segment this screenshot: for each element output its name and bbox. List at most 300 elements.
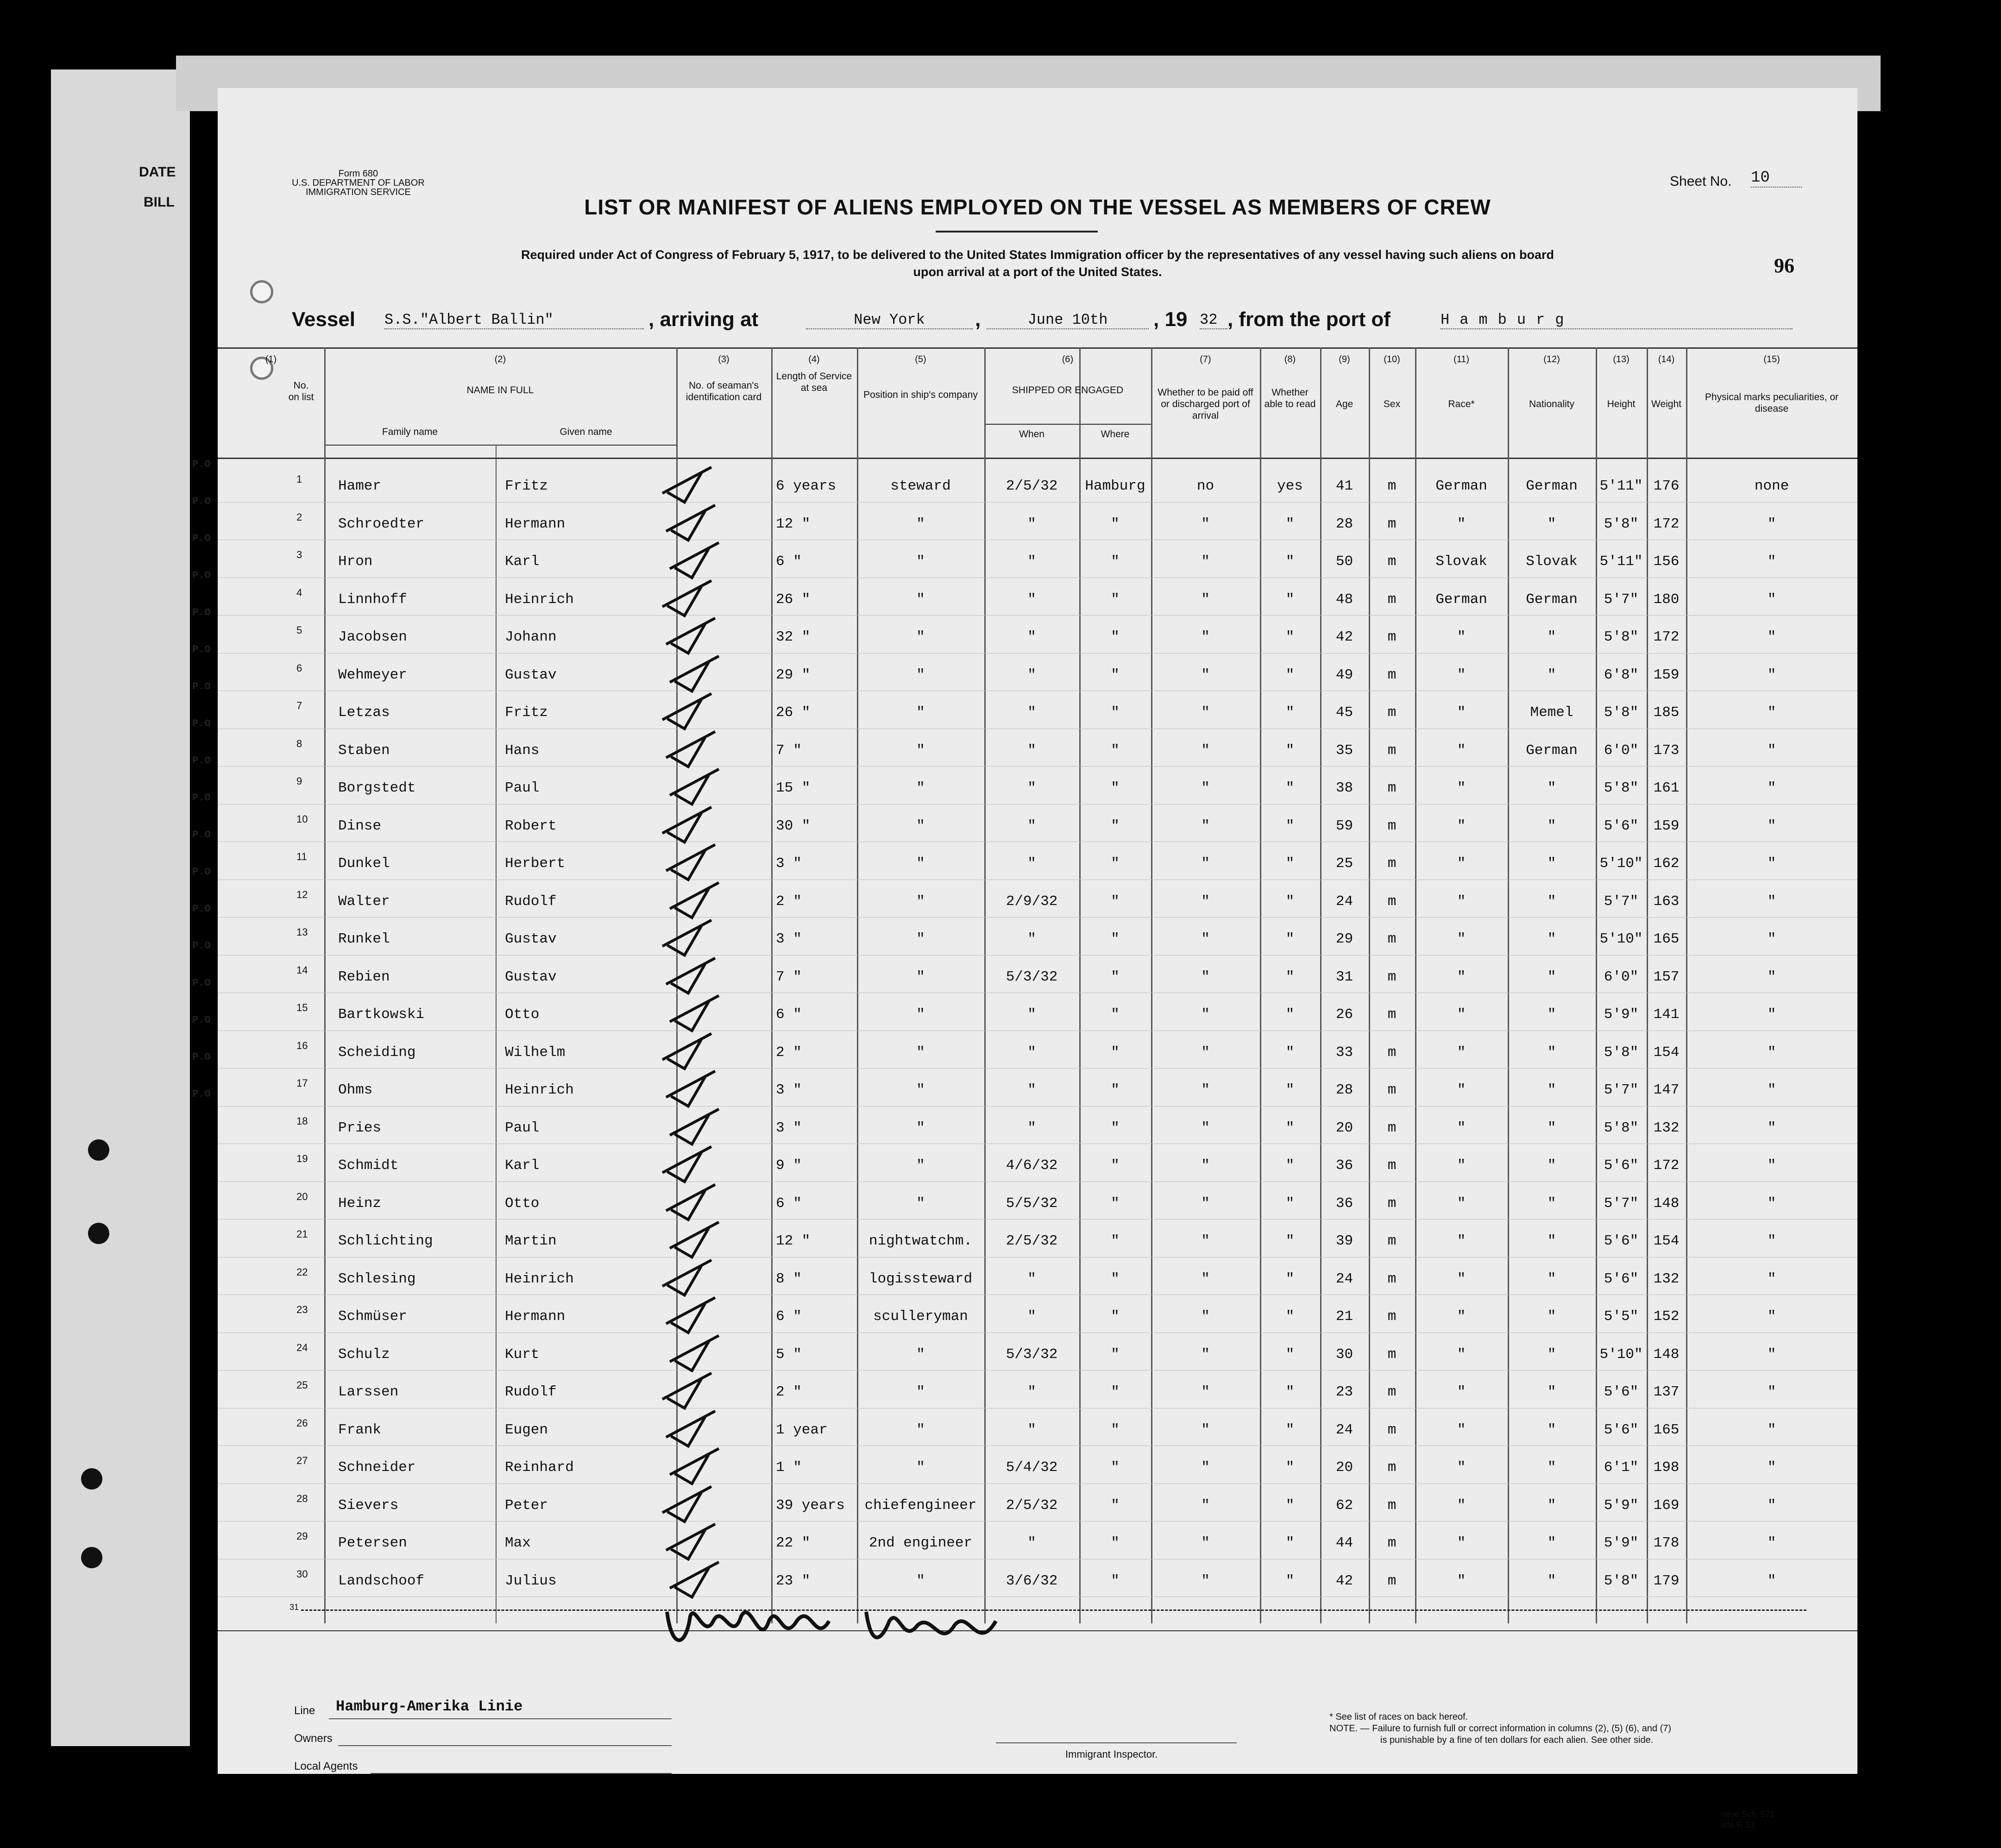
row-number: 9 <box>296 775 302 787</box>
cell-height: 5'6" <box>1604 817 1639 834</box>
cell-nationality: " <box>1547 1082 1556 1098</box>
cell-service: 5 " <box>776 1346 802 1363</box>
cell-family: Hamer <box>338 478 382 494</box>
cell-race: " <box>1457 817 1466 834</box>
comma: , <box>975 308 981 331</box>
cell-paid: " <box>1201 1006 1210 1023</box>
cell-marks: " <box>1767 1384 1776 1400</box>
cell-given: Fritz <box>505 704 548 721</box>
cell-service: 39 years <box>776 1497 845 1514</box>
cell-position: steward <box>890 478 951 494</box>
cell-service: 6 " <box>776 1006 802 1023</box>
cell-when: " <box>1027 1270 1036 1287</box>
cell-nationality: " <box>1547 1195 1556 1212</box>
cell-where: " <box>1111 931 1120 947</box>
row-number: 6 <box>296 662 302 674</box>
cell-weight: 178 <box>1653 1535 1680 1551</box>
cell-sex: m <box>1387 1384 1397 1400</box>
cell-marks: " <box>1767 1233 1776 1249</box>
row-number: 22 <box>296 1266 308 1278</box>
cell-when: " <box>1027 704 1036 721</box>
cell-nationality: " <box>1547 1535 1556 1551</box>
cell-age: 36 <box>1335 1195 1353 1212</box>
cell-where: " <box>1111 893 1120 910</box>
cell-paid: " <box>1201 1157 1210 1174</box>
side-stamp: P.O <box>192 1088 211 1100</box>
cell-marks: " <box>1767 1459 1776 1476</box>
cell-race: " <box>1457 1233 1466 1249</box>
row-number: 29 <box>296 1530 308 1542</box>
cell-paid: " <box>1201 666 1210 683</box>
cell-when: " <box>1027 1421 1036 1438</box>
cell-position: " <box>916 742 925 759</box>
column-c10-header: Sex <box>1383 399 1401 409</box>
cell-marks: " <box>1767 780 1776 796</box>
form-department: U.S. DEPARTMENT OF LABOR <box>292 178 425 188</box>
cell-height: 5'8" <box>1604 1119 1639 1136</box>
row-number: 24 <box>296 1341 308 1353</box>
cell-weight: 198 <box>1653 1459 1680 1476</box>
cell-given: Paul <box>505 780 540 796</box>
cell-service: 6 " <box>776 1195 802 1212</box>
cell-age: 50 <box>1335 553 1353 570</box>
cell-paid: " <box>1201 1459 1210 1476</box>
cell-service: 6 " <box>776 553 802 570</box>
column-c9-header: Age <box>1335 399 1353 409</box>
vessel-name-field <box>384 311 644 329</box>
cell-height: 5'8" <box>1604 1044 1639 1061</box>
cell-given: Hermann <box>505 1308 566 1325</box>
schedule-ref-new: neue Sch. 571 <box>1721 1810 1775 1819</box>
cell-age: 45 <box>1335 704 1353 721</box>
cell-position: " <box>916 1195 925 1212</box>
cell-weight: 132 <box>1653 1270 1680 1287</box>
cell-position: " <box>916 1459 925 1476</box>
cell-nationality: " <box>1547 817 1556 834</box>
cell-nationality: German <box>1526 591 1578 608</box>
cell-position: " <box>916 1572 925 1589</box>
cell-when: " <box>1027 1308 1036 1325</box>
cell-sex: m <box>1387 553 1397 570</box>
cell-service: 22 " <box>776 1535 811 1551</box>
shipped-subheader-rule <box>984 424 1151 425</box>
cell-read: " <box>1285 1535 1295 1551</box>
cell-sex: m <box>1387 1157 1397 1174</box>
cell-age: 25 <box>1335 855 1353 872</box>
cell-nationality: " <box>1547 893 1556 910</box>
cell-weight: 173 <box>1653 742 1680 759</box>
cell-height: 5'6" <box>1604 1233 1639 1249</box>
cell-height: 5'9" <box>1604 1535 1639 1551</box>
cell-read: " <box>1285 1384 1295 1400</box>
cell-given: Heinrich <box>505 1082 574 1098</box>
cell-family: Walter <box>338 893 390 910</box>
cell-age: 29 <box>1335 931 1353 947</box>
cell-service: 3 " <box>776 1119 802 1136</box>
cell-read: yes <box>1277 478 1303 494</box>
cell-given: Robert <box>505 817 557 834</box>
table-bottom-rule <box>218 1630 1857 1631</box>
cell-race: " <box>1457 742 1466 759</box>
cell-weight: 165 <box>1653 931 1680 947</box>
cell-given: Martin <box>505 1233 557 1249</box>
cell-age: 36 <box>1335 1157 1353 1174</box>
cell-height: 5'7" <box>1604 1082 1639 1098</box>
cell-family: Bartkowski <box>338 1006 425 1023</box>
cell-height: 5'5" <box>1604 1308 1639 1325</box>
cell-where: " <box>1111 704 1120 721</box>
cell-position: " <box>916 553 925 570</box>
cell-sex: m <box>1387 1535 1397 1551</box>
cell-weight: 137 <box>1653 1384 1680 1400</box>
cell-nationality: " <box>1547 780 1556 796</box>
cell-family: Staben <box>338 742 390 759</box>
column-c13-number: (13) <box>1613 354 1630 365</box>
cell-height: 6'1" <box>1604 1459 1639 1476</box>
row-number: 11 <box>296 851 307 862</box>
cell-weight: 154 <box>1653 1044 1680 1061</box>
cell-race: " <box>1457 515 1466 532</box>
closing-dashed-line <box>301 1609 1806 1611</box>
cell-race: " <box>1457 968 1466 985</box>
cell-read: " <box>1285 1270 1295 1287</box>
cell-weight: 179 <box>1653 1572 1680 1589</box>
cell-service: 15 " <box>776 780 811 796</box>
cell-weight: 172 <box>1653 629 1680 645</box>
cell-marks: " <box>1767 1195 1776 1212</box>
cell-marks: " <box>1767 855 1776 872</box>
cell-sex: m <box>1387 1006 1397 1023</box>
cell-height: 5'8" <box>1604 1572 1639 1589</box>
row-number: 14 <box>296 964 308 976</box>
row-number: 26 <box>296 1417 308 1429</box>
cell-sex: m <box>1387 478 1397 494</box>
cell-marks: " <box>1767 931 1776 947</box>
cell-nationality: " <box>1547 1157 1556 1174</box>
side-stamp: P.O <box>192 866 211 878</box>
cell-marks: " <box>1767 742 1776 759</box>
cell-nationality: " <box>1547 1572 1556 1589</box>
cell-read: " <box>1285 1233 1295 1249</box>
column-c5-header: Position in ship's company <box>863 390 978 400</box>
cell-race: " <box>1457 704 1466 721</box>
row-number: 20 <box>296 1190 308 1202</box>
cell-nationality: " <box>1547 515 1556 532</box>
column-c10-number: (10) <box>1384 354 1400 365</box>
cell-age: 20 <box>1335 1459 1353 1476</box>
cell-family: Letzas <box>338 704 390 721</box>
row-number: 10 <box>296 813 308 825</box>
cell-sex: m <box>1387 629 1397 645</box>
cell-when: " <box>1027 553 1036 570</box>
cell-family: Linnhoff <box>338 591 407 608</box>
cell-nationality: " <box>1547 666 1556 683</box>
cell-read: " <box>1285 931 1295 947</box>
local-agents-label: Local Agents <box>294 1760 358 1773</box>
cell-height: 5'8" <box>1604 704 1639 721</box>
cell-age: 24 <box>1335 1421 1353 1438</box>
cell-nationality: " <box>1547 968 1556 985</box>
cell-given: Julius <box>505 1572 557 1589</box>
column-c15-header: Physical marks peculiarities, or disease <box>1705 392 1839 414</box>
cell-service: 3 " <box>776 931 802 947</box>
cell-read: " <box>1285 591 1295 608</box>
cell-given: Gustav <box>505 968 557 985</box>
cell-position: " <box>916 931 925 947</box>
side-stamp: P.O <box>192 459 211 470</box>
cell-marks: " <box>1767 629 1776 645</box>
arrival-port: New York <box>806 311 973 329</box>
cell-position: " <box>916 855 925 872</box>
side-stamp: P.O <box>192 496 211 507</box>
cell-weight: 141 <box>1653 1006 1680 1023</box>
cell-read: " <box>1285 1308 1295 1325</box>
cell-weight: 152 <box>1653 1308 1680 1325</box>
cell-height: 6'0" <box>1604 968 1639 985</box>
cell-age: 30 <box>1335 1346 1353 1363</box>
cell-given: Otto <box>505 1006 540 1023</box>
cell-position: " <box>916 629 925 645</box>
cell-when: 5/3/32 <box>1006 1346 1058 1363</box>
cell-read: " <box>1285 893 1295 910</box>
cell-when: " <box>1027 855 1036 872</box>
cell-family: Heinz <box>338 1195 382 1212</box>
row-number: 1 <box>296 473 302 485</box>
table-header-rule <box>218 458 1857 459</box>
cell-given: Rudolf <box>505 893 557 910</box>
cell-marks: " <box>1767 1157 1776 1174</box>
cell-paid: " <box>1201 893 1210 910</box>
cell-race: " <box>1457 666 1466 683</box>
cell-height: 6'0" <box>1604 742 1639 759</box>
cell-service: 29 " <box>776 666 811 683</box>
row-number: 5 <box>296 624 302 636</box>
cell-where: " <box>1111 968 1120 985</box>
cell-position: " <box>916 780 925 796</box>
cell-height: 5'6" <box>1604 1270 1639 1287</box>
column-c2-header: NAME IN FULL <box>466 385 534 396</box>
cell-family: Wehmeyer <box>338 666 407 683</box>
cell-sex: m <box>1387 1195 1397 1212</box>
cell-paid: " <box>1201 629 1210 645</box>
cell-family: Landschoof <box>338 1572 425 1589</box>
cell-family: Pries <box>338 1119 382 1136</box>
cell-height: 5'11" <box>1599 478 1643 494</box>
cell-race: " <box>1457 1270 1466 1287</box>
column-c5-number: (5) <box>915 354 926 365</box>
side-stamp: P.O <box>192 1014 211 1026</box>
cell-height: 5'7" <box>1604 591 1639 608</box>
cell-sex: m <box>1387 1572 1397 1589</box>
cell-given: Otto <box>505 1195 540 1212</box>
cell-age: 24 <box>1335 1270 1353 1287</box>
cell-marks: none <box>1754 478 1789 494</box>
page-title: LIST OR MANIFEST OF ALIENS EMPLOYED ON THE VESSEL AS MEMBERS OF CREW <box>584 195 1491 219</box>
line-value: Hamburg-Amerika Linie <box>336 1698 523 1715</box>
row-number: 16 <box>296 1039 308 1051</box>
row-number: 8 <box>296 737 302 749</box>
cell-when: 5/4/32 <box>1006 1459 1058 1476</box>
cell-paid: " <box>1201 1119 1210 1136</box>
column-c2-number: (2) <box>494 354 506 365</box>
cell-when: " <box>1027 1119 1036 1136</box>
left-sheet-bill-label: BILL <box>144 195 175 210</box>
cell-given: Max <box>505 1535 531 1551</box>
cell-paid: " <box>1201 553 1210 570</box>
side-stamp: P.O <box>192 533 211 544</box>
cell-when: " <box>1027 931 1036 947</box>
cell-given: Johann <box>505 629 557 645</box>
cell-when: " <box>1027 515 1036 532</box>
cell-nationality: " <box>1547 1308 1556 1325</box>
cell-when: " <box>1027 629 1036 645</box>
cell-given: Fritz <box>505 478 548 494</box>
cell-read: " <box>1285 968 1295 985</box>
cell-race: " <box>1457 1082 1466 1098</box>
cell-paid: " <box>1201 1572 1210 1589</box>
signature <box>662 1593 1014 1658</box>
cell-read: " <box>1285 515 1295 532</box>
cell-sex: m <box>1387 1497 1397 1514</box>
cell-position: " <box>916 1044 925 1061</box>
name-subheader-rule <box>324 445 676 446</box>
cell-race: " <box>1457 780 1466 796</box>
cell-position: " <box>916 1119 925 1136</box>
cell-read: " <box>1285 666 1295 683</box>
side-stamp: P.O <box>192 792 211 804</box>
cell-paid: " <box>1201 1535 1210 1551</box>
cell-where: " <box>1111 1497 1120 1514</box>
cell-nationality: " <box>1547 1119 1556 1136</box>
cell-marks: " <box>1767 1082 1776 1098</box>
cell-given: Hans <box>505 742 540 759</box>
cell-marks: " <box>1767 1572 1776 1589</box>
cell-position: " <box>916 1157 925 1174</box>
cell-position: " <box>916 666 925 683</box>
column-c9-number: (9) <box>1339 354 1350 365</box>
cell-where: " <box>1111 855 1120 872</box>
column-c3-header: No. of seaman's identification card <box>686 380 762 402</box>
cell-paid: " <box>1201 780 1210 796</box>
cell-when: " <box>1027 1535 1036 1551</box>
column-c6-header: SHIPPED OR ENGAGED <box>1012 385 1124 396</box>
line-label: Line <box>294 1704 315 1717</box>
cell-where: " <box>1111 553 1120 570</box>
cell-nationality: " <box>1547 1233 1556 1249</box>
cell-position: nightwatchm. <box>868 1233 973 1249</box>
binder-hole <box>88 1139 109 1161</box>
cell-paid: " <box>1201 968 1210 985</box>
cell-service: 26 " <box>776 704 811 721</box>
row-number: 4 <box>296 586 302 598</box>
cell-service: 32 " <box>776 629 811 645</box>
cell-race: " <box>1457 855 1466 872</box>
cell-position: chiefengineer <box>864 1497 977 1514</box>
cell-where: " <box>1111 1346 1120 1363</box>
title-rule <box>936 231 1098 233</box>
cell-race: " <box>1457 1157 1466 1174</box>
cell-service: 2 " <box>776 1384 802 1400</box>
page-hole <box>250 280 273 303</box>
cell-marks: " <box>1767 666 1776 683</box>
cell-age: 33 <box>1335 1044 1353 1061</box>
cell-age: 44 <box>1335 1535 1353 1551</box>
cell-when: " <box>1027 1082 1036 1098</box>
cell-given: Heinrich <box>505 591 574 608</box>
cell-where: " <box>1111 1535 1120 1551</box>
cell-paid: " <box>1201 817 1210 834</box>
cell-service: 1 year <box>776 1421 828 1438</box>
cell-age: 28 <box>1335 1082 1353 1098</box>
cell-service: 3 " <box>776 855 802 872</box>
cell-family: Ohms <box>338 1082 373 1098</box>
cell-sex: m <box>1387 855 1397 872</box>
cell-family: Schroedter <box>338 515 425 532</box>
arrival-date: June 10th <box>987 311 1149 329</box>
cell-service: 23 " <box>776 1572 811 1589</box>
cell-position: " <box>916 1006 925 1023</box>
cell-weight: 176 <box>1653 478 1680 494</box>
cell-paid: " <box>1201 931 1210 947</box>
column-c8-number: (8) <box>1284 354 1296 365</box>
cell-sex: m <box>1387 666 1397 683</box>
cell-age: 42 <box>1335 629 1353 645</box>
cell-paid: " <box>1201 515 1210 532</box>
cell-weight: 132 <box>1653 1119 1680 1136</box>
cell-read: " <box>1285 1195 1295 1212</box>
table-top-rule <box>218 347 1857 349</box>
cell-service: 6 years <box>776 478 837 494</box>
cell-given: Gustav <box>505 931 557 947</box>
cell-when: 5/5/32 <box>1006 1195 1058 1212</box>
cell-marks: " <box>1767 968 1776 985</box>
row-number: 25 <box>296 1379 308 1391</box>
cell-sex: m <box>1387 968 1397 985</box>
cell-nationality: " <box>1547 931 1556 947</box>
cell-weight: 156 <box>1653 553 1680 570</box>
cell-where: " <box>1111 742 1120 759</box>
cell-family: Frank <box>338 1421 382 1438</box>
cell-family: Schmüser <box>338 1308 407 1325</box>
cell-weight: 172 <box>1653 1157 1680 1174</box>
cell-where: " <box>1111 591 1120 608</box>
row-number: 15 <box>296 1002 308 1013</box>
cell-where: " <box>1111 1270 1120 1287</box>
cell-where: " <box>1111 515 1120 532</box>
cell-age: 62 <box>1335 1497 1353 1514</box>
vessel-label: Vessel <box>292 308 356 331</box>
column-c6-number: (6) <box>1062 354 1074 365</box>
cell-marks: " <box>1767 553 1776 570</box>
cell-sex: m <box>1387 1421 1397 1438</box>
cell-family: Schlichting <box>338 1233 433 1249</box>
cell-weight: 162 <box>1653 855 1680 872</box>
cell-when: " <box>1027 817 1036 834</box>
underlying-sheet <box>51 69 190 1746</box>
cell-nationality: Slovak <box>1526 553 1578 570</box>
cell-given: Heinrich <box>505 1270 574 1287</box>
sheet-number-value: 10 <box>1751 169 1802 188</box>
cell-when: 5/3/32 <box>1006 968 1058 985</box>
cell-position: " <box>916 817 925 834</box>
cell-read: " <box>1285 629 1295 645</box>
row-number: 19 <box>296 1153 308 1164</box>
cell-when: " <box>1027 1006 1036 1023</box>
cell-age: 48 <box>1335 591 1353 608</box>
row-number: 28 <box>296 1492 308 1504</box>
cell-height: 6'8" <box>1604 666 1639 683</box>
cell-family: Runkel <box>338 931 390 947</box>
